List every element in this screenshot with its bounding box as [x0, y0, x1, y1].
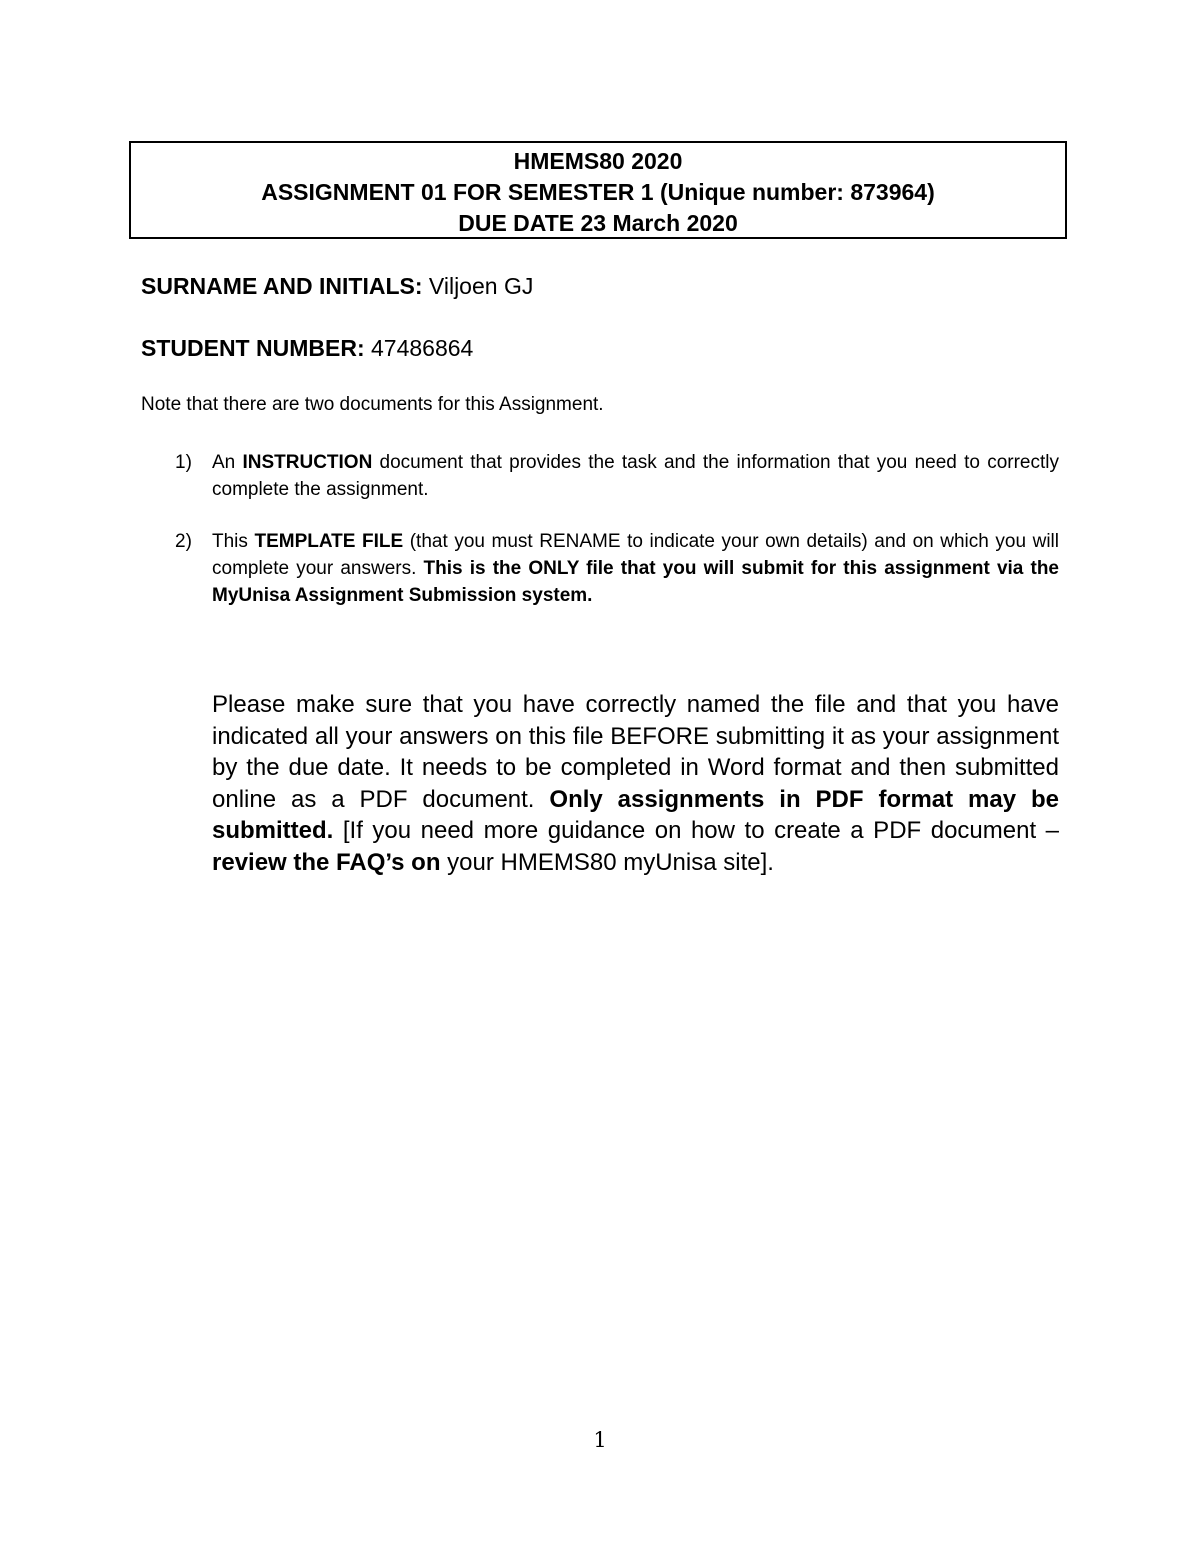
- guidance-text-2: [If you need more guidance on how to create a PDF document –: [333, 817, 1059, 844]
- surname-value: Viljoen GJ: [428, 273, 534, 299]
- due-date-line: DUE DATE 23 March 2020: [458, 210, 738, 236]
- submission-emphasis: This is the ONLY file that you will submit for this assignment via the MyUnisa Assignment Submission system.: [212, 558, 1060, 606]
- list-item-text-pre: An: [212, 452, 243, 473]
- list-item-text-post: document that provides the task and the information that you need to correctly complete the assignment.: [212, 452, 1059, 500]
- student-number-label: STUDENT NUMBER:: [141, 335, 365, 361]
- guidance-text-3: your HMEMS80 myUnisa site].: [440, 848, 774, 876]
- list-item-number: 2): [175, 531, 192, 552]
- student-number-value: 47486864: [371, 335, 474, 361]
- surname-label: SURNAME AND INITIALS:: [141, 273, 423, 299]
- list-item-text-mid: (that you must RENAME to indicate your own details) and on which you will complete your answers.: [212, 531, 1059, 579]
- template-file-keyword: TEMPLATE FILE: [254, 531, 404, 552]
- list-item-template: [175, 528, 1059, 609]
- list-item-text-pre: This: [212, 531, 255, 552]
- surname-field: [141, 273, 533, 300]
- guidance-faq-emphasis: review the FAQ’s on: [212, 848, 441, 876]
- course-code-line: HMEMS80 2020: [513, 148, 683, 174]
- assignment-header-box: [129, 141, 1067, 239]
- assignment-title-line: ASSIGNMENT 01 FOR SEMESTER 1 (Unique number: 873964): [261, 179, 935, 205]
- instruction-keyword: INSTRUCTION: [242, 452, 373, 473]
- guidance-pdf-emphasis: Only assignments in PDF format may be submitted.: [212, 785, 1060, 844]
- guidance-text-1: Please make sure that you have correctly named the file and that you have indicated all your answers on this file BEFORE submitting it as your assignment by the due date. It needs to be completed in Word format and then submitted online as a PDF document.: [212, 691, 1059, 813]
- student-number-field: [141, 335, 473, 362]
- submission-guidance: [212, 689, 1059, 878]
- list-item-text: [212, 528, 1059, 609]
- page-number: 1: [593, 1428, 607, 1452]
- documents-note: Note that there are two documents for this Assignment.: [141, 394, 604, 415]
- list-item-text: [212, 449, 1059, 503]
- list-item-number: 1): [175, 452, 192, 473]
- list-item-instruction: [175, 449, 1059, 503]
